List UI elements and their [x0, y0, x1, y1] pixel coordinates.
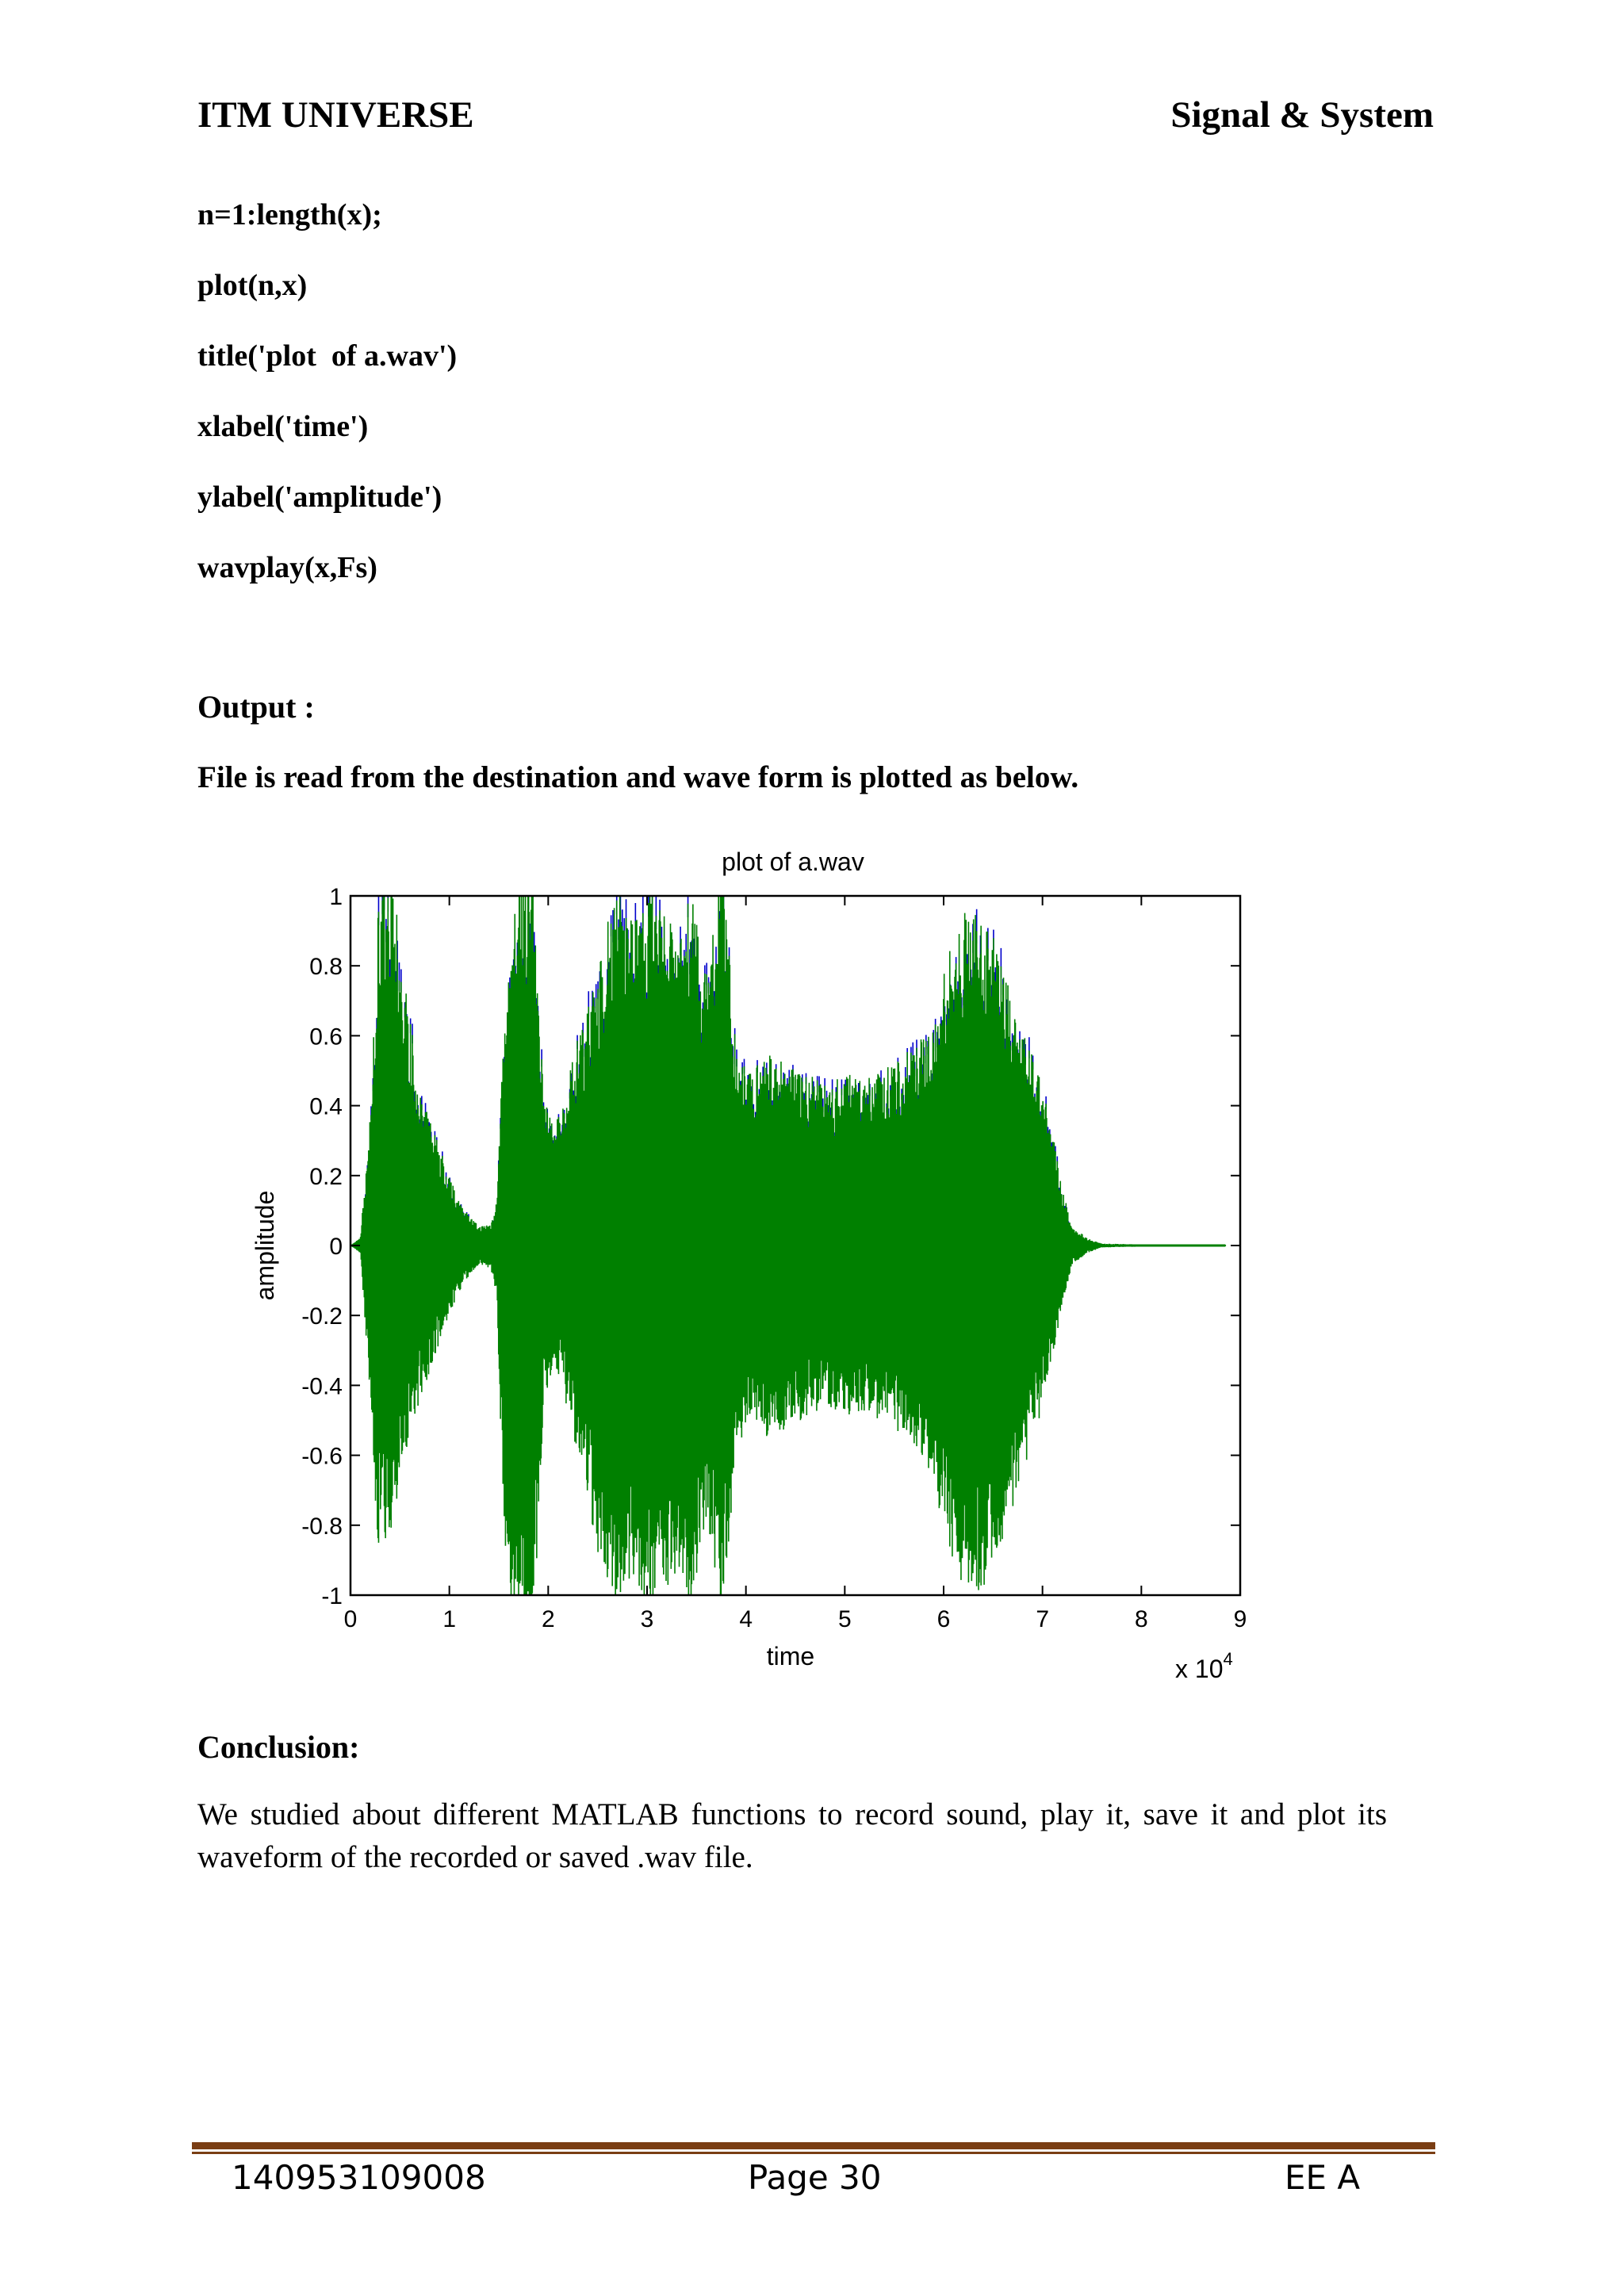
x-axis-label: time [766, 1642, 815, 1670]
y-tick-label: -1 [321, 1583, 343, 1609]
x-tick-label: 3 [640, 1606, 654, 1632]
x-tick-label: 7 [1036, 1606, 1050, 1632]
y-tick-label: -0.8 [301, 1513, 343, 1540]
code-line: xlabel('time') [197, 410, 369, 443]
x-multiplier-exponent: 4 [1223, 1649, 1233, 1669]
header-left-title: ITM UNIVERSE [197, 94, 474, 136]
y-tick-label: -0.6 [301, 1443, 343, 1470]
code-line: title('plot of a.wav') [197, 339, 458, 373]
x-tick-label: 6 [936, 1606, 951, 1632]
footer-rule-thin [192, 2152, 1435, 2154]
waveform-figure [238, 840, 1269, 1705]
code-line: wavplay(x,Fs) [197, 551, 377, 584]
code-line: n=1:length(x); [197, 198, 382, 232]
y-tick-label: -0.4 [301, 1373, 343, 1400]
y-tick-label: 0.2 [309, 1163, 343, 1190]
header-right-title: Signal & System [1170, 94, 1434, 136]
y-tick-label: 0.4 [309, 1093, 343, 1120]
x-tick-label: 2 [541, 1606, 555, 1632]
y-tick-label: 1 [329, 884, 343, 910]
code-line: ylabel('amplitude') [197, 480, 442, 514]
footer-enrollment-number: 140953109008 [232, 2158, 486, 2197]
output-label: Output : [197, 689, 315, 725]
x-axis-multiplier [1175, 1649, 1233, 1683]
x-tick-label: 4 [739, 1606, 753, 1632]
conclusion-label: Conclusion: [197, 1729, 360, 1765]
y-tick-label: 0 [329, 1234, 343, 1260]
waveform-chart [238, 840, 1269, 1705]
x-multiplier-base: x 10 [1175, 1655, 1224, 1683]
footer-rule-thick [192, 2142, 1435, 2149]
code-line: plot(n,x) [197, 269, 308, 302]
y-tick-label: -0.2 [301, 1303, 343, 1330]
x-tick-label: 0 [343, 1606, 358, 1632]
x-tick-label: 8 [1134, 1606, 1148, 1632]
y-tick-label: 0.8 [309, 954, 343, 981]
footer-class: EE A [1285, 2158, 1361, 2197]
chart-title: plot of a.wav [722, 848, 864, 876]
footer-page-number: Page 30 [748, 2158, 882, 2197]
output-description: File is read from the destination and wave form is plotted as below. [197, 760, 1079, 794]
y-tick-label: 0.6 [309, 1024, 343, 1050]
x-tick-label: 5 [837, 1606, 852, 1632]
x-tick-label: 9 [1233, 1606, 1247, 1632]
code-block [197, 195, 457, 618]
conclusion-text: We studied about different MATLAB functions to record sound, play it, save it and plot its waveform of the recorded or saved .wav file. [197, 1797, 1387, 1874]
x-tick-label: 1 [442, 1606, 457, 1632]
y-axis-label: amplitude [251, 1190, 279, 1301]
